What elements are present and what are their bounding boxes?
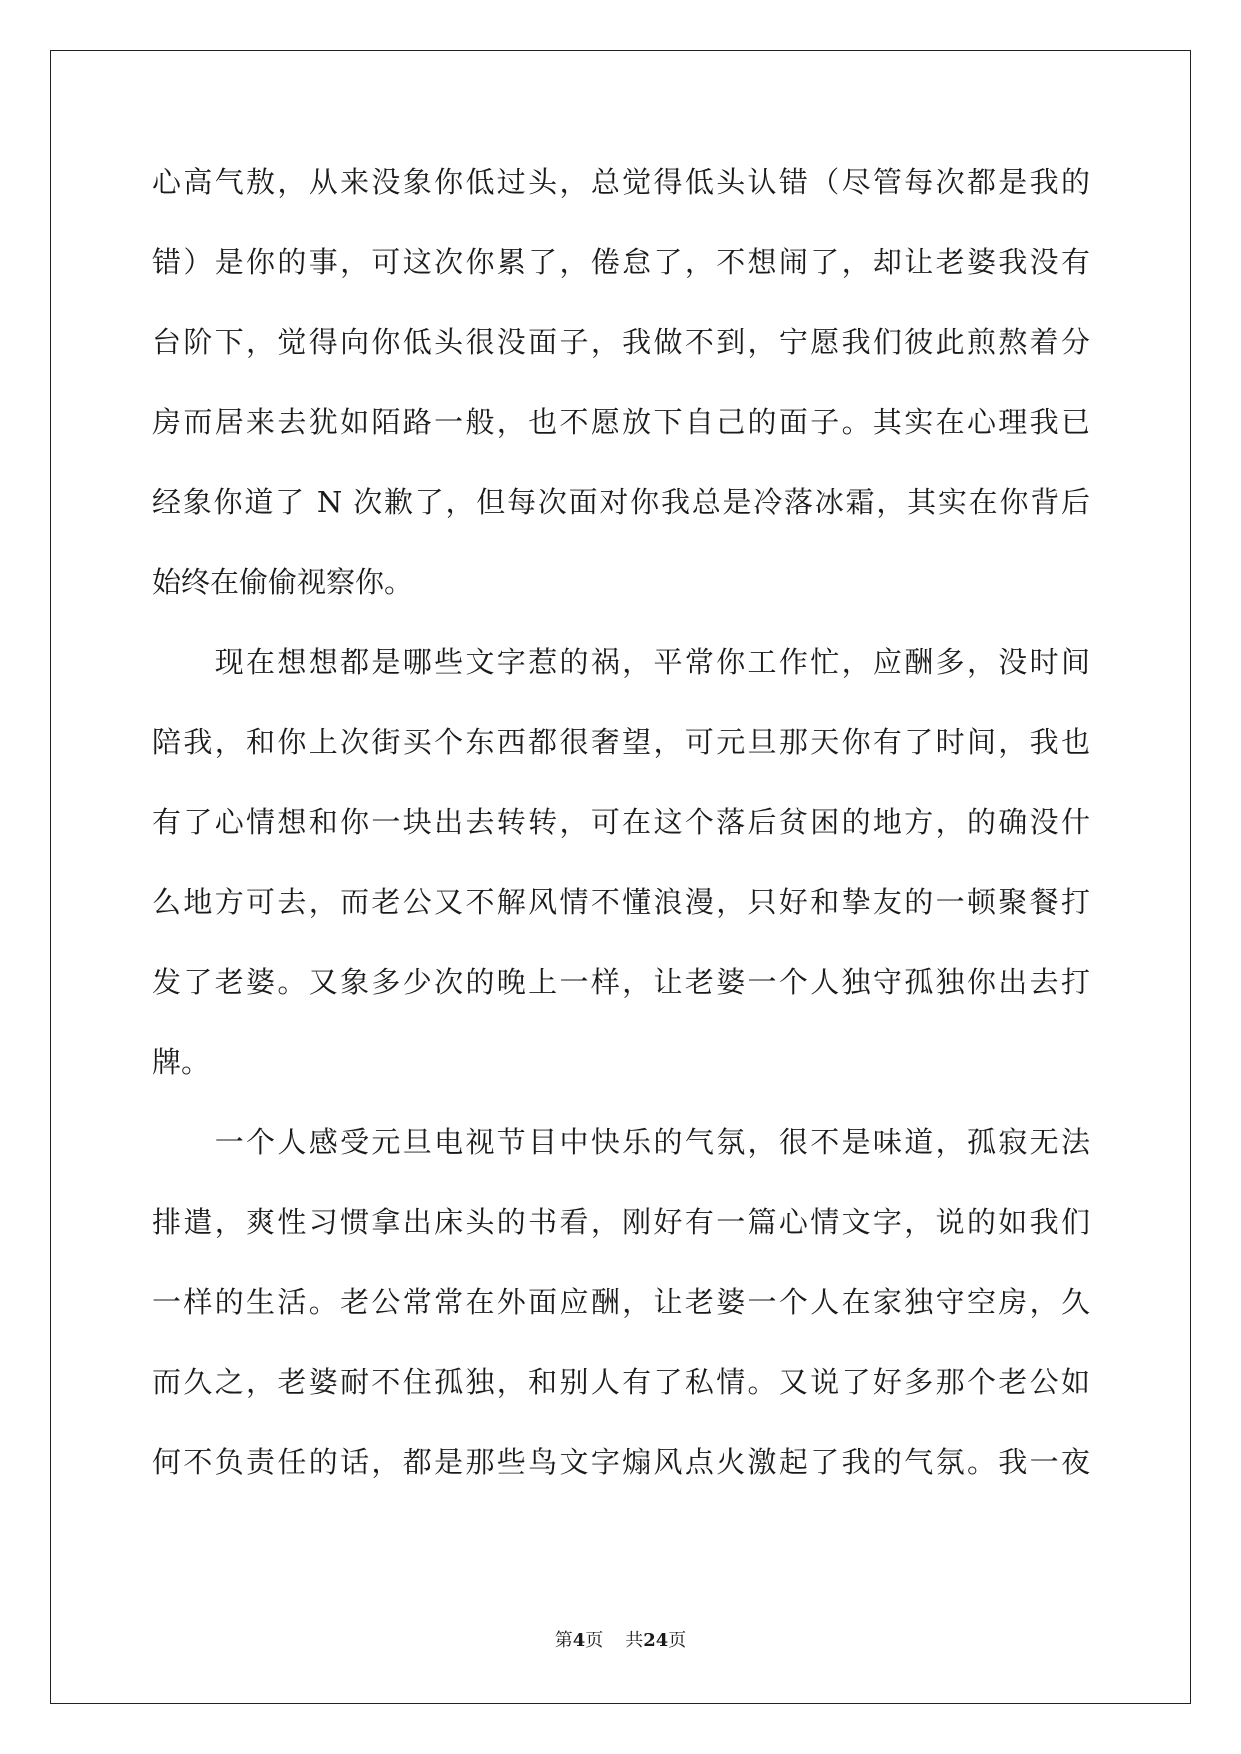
text-line: 么地方可去，而老公又不解风情不懂浪漫，只好和挚友的一顿聚餐打 (152, 885, 1090, 919)
text-line: 排遣，爽性习惯拿出床头的书看，刚好有一篇心情文字，说的如我们 (152, 1205, 1090, 1239)
page-number: 第4页 (554, 1630, 604, 1651)
text-line: 何不负责任的话，都是那些鸟文字煽风点火激起了我的气氛。我一夜 (152, 1445, 1090, 1479)
text-line: 发了老婆。又象多少次的晚上一样，让老婆一个人独守孤独你出去打 (152, 965, 1090, 999)
text-line: 错）是你的事，可这次你累了，倦怠了，不想闹了，却让老婆我没有 (152, 245, 1090, 279)
text-line: 牌。 (152, 1045, 211, 1079)
text-line: 房而居来去犹如陌路一般，也不愿放下自己的面子。其实在心理我已 (152, 405, 1090, 439)
text-line: 陪我，和你上次街买个东西都很奢望，可元旦那天你有了时间，我也 (152, 725, 1090, 759)
text-line: 而久之，老婆耐不住孤独，和别人有了私情。又说了好多那个老公如 (152, 1365, 1090, 1399)
text-line: 一个人感受元旦电视节目中快乐的气氛，很不是味道，孤寂无法 (152, 1125, 1090, 1159)
document-body (152, 164, 1090, 1524)
page-footer (0, 1626, 1241, 1652)
text-line: 有了心情想和你一块出去转转，可在这个落后贫困的地方，的确没什 (152, 805, 1090, 839)
text-line: 台阶下，觉得向你低头很没面子，我做不到，宁愿我们彼此煎熬着分 (152, 325, 1090, 359)
text-line: 一样的生活。老公常常在外面应酬，让老婆一个人在家独守空房，久 (152, 1285, 1090, 1319)
text-line: 心高气敖，从来没象你低过头，总觉得低头认错（尽管每次都是我的 (152, 165, 1090, 199)
text-line: 现在想想都是哪些文字惹的祸，平常你工作忙，应酬多，没时间 (152, 645, 1090, 679)
text-line: 始终在偷偷视察你。 (152, 565, 414, 599)
text-line: 经象你道了 N 次歉了，但每次面对你我总是冷落冰霜，其实在你背后 (152, 485, 1090, 519)
page-total: 共24页 (625, 1630, 687, 1651)
